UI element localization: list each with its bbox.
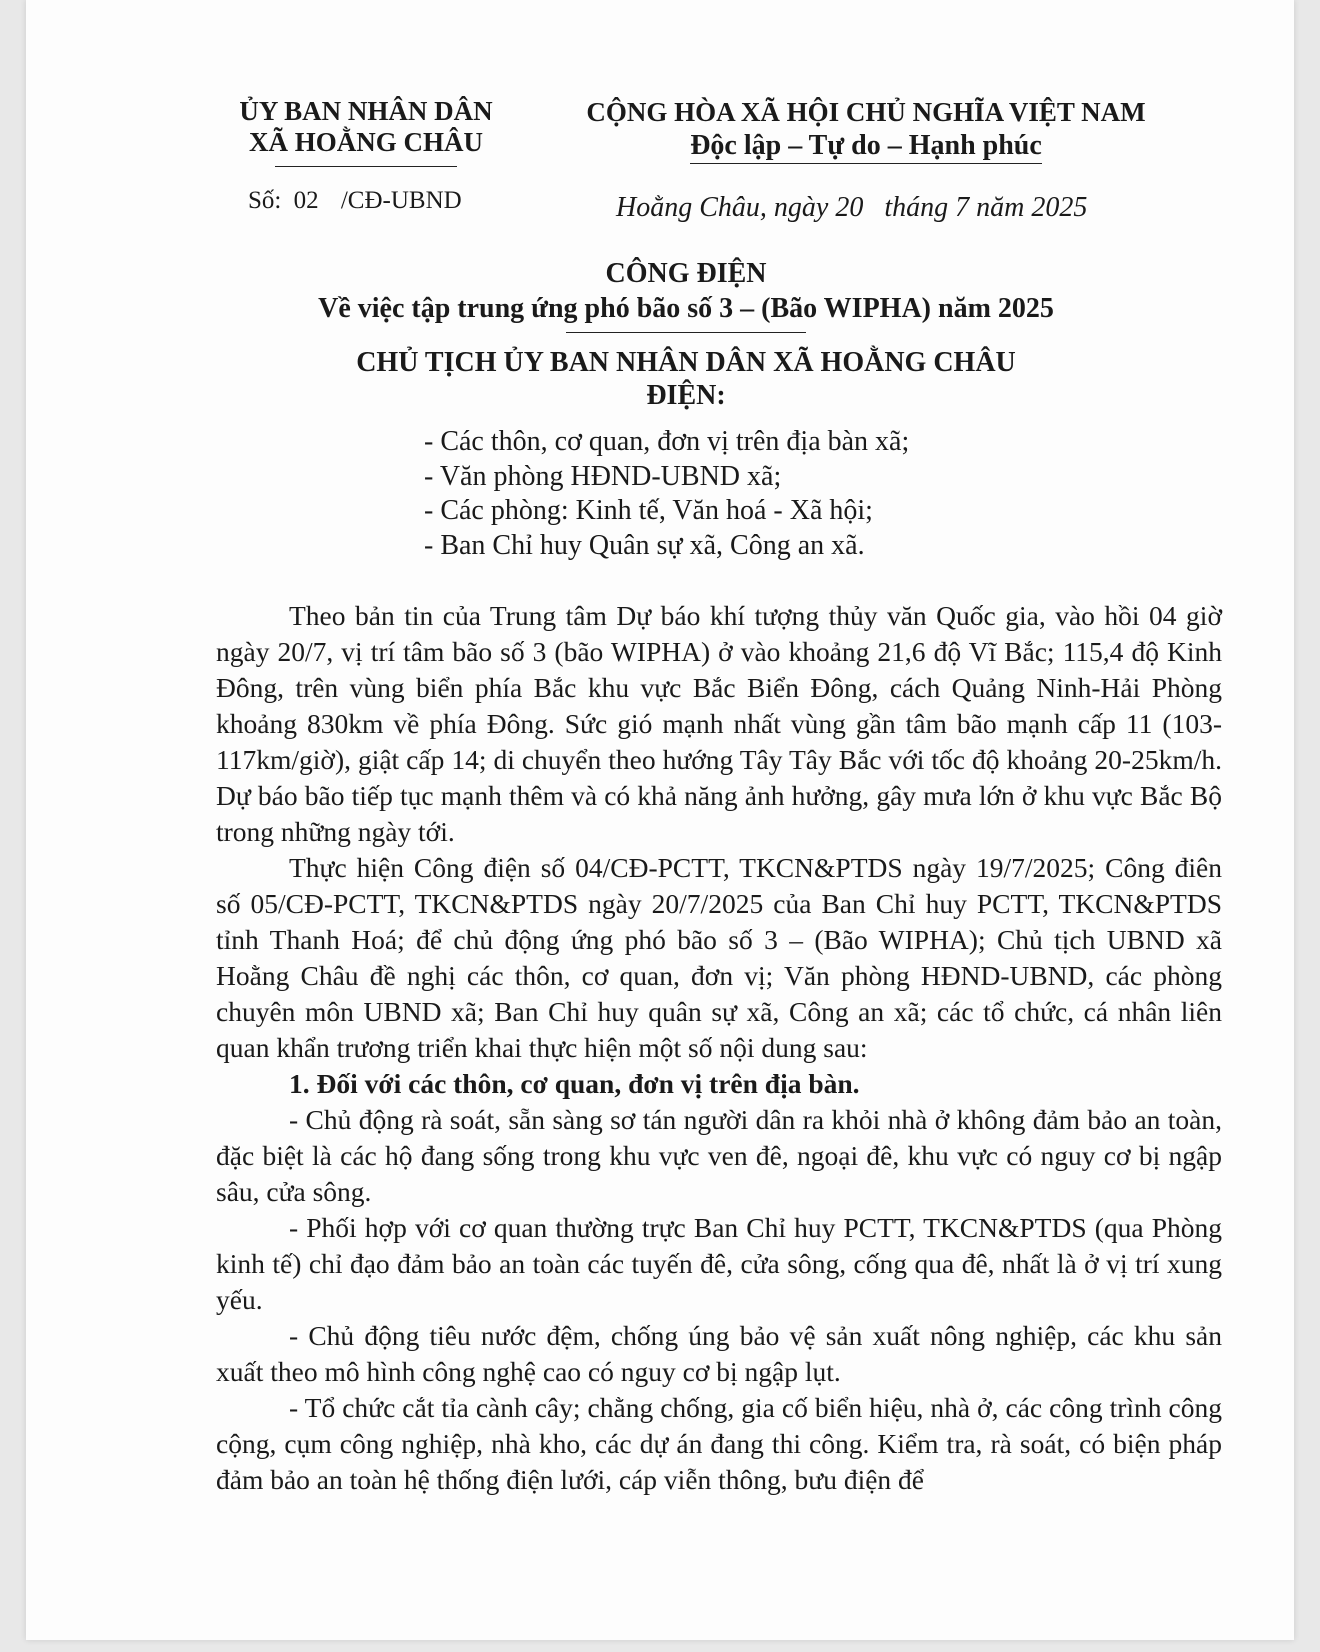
section-1-heading: 1. Đối với các thôn, cơ quan, đơn vị trên địa bàn. [289,1068,860,1099]
section-1-item: - Phối hợp với cơ quan thường trực Ban Chỉ huy PCTT, TKCN&PTDS (qua Phòng kinh tế) chỉ đạo đảm bảo an toàn các tuyến đê, cửa sông, cống qua đê, nhất là ở vị trí xung yếu. [216,1212,1222,1315]
document-type: CÔNG ĐIỆN [605,258,767,289]
document-date: Hoằng Châu, ngày 20 tháng 7 năm 2025 [616,192,1088,223]
sender-line-2: ĐIỆN: [646,380,726,411]
document-page [26,0,1294,1640]
section-1-item: - Chủ động tiêu nước đệm, chống úng bảo vệ sản xuất nông nghiệp, các khu sản xuất theo mô hình công nghệ cao có nguy cơ bị ngập lụt. [216,1320,1222,1387]
document-title [186,256,1186,333]
section-1-item: - Tổ chức cắt tỉa cành cây; chằng chống, gia cố biển hiệu, nhà ở, các công trình công cộng, cụm công nghiệp, nhà kho, các dự án đang thi công. Kiểm tra, rà soát, có biện pháp đảm bảo an toàn hệ thống điện lưới, cáp viễn thông, bưu điện để [216,1392,1222,1495]
recipient-list [424,425,1124,563]
issuing-agency [216,96,516,167]
recipient-item: - Các thôn, cơ quan, đơn vị trên địa bàn xã; [424,426,910,457]
agency-underline [275,166,457,167]
document-body [216,598,1222,1498]
section-1-item: - Chủ động rà soát, sẵn sàng sơ tán người dân ra khỏi nhà ở không đảm bảo an toàn, đặc biệt là các hộ đang sống trong khu vực ven đê, ngoại đê, khu vực có nguy cơ bị ngập sâu, cửa sông. [216,1104,1222,1207]
sender [186,346,1186,412]
document-number [248,187,462,215]
recipient-item: - Các phòng: Kinh tế, Văn hoá - Xã hội; [424,495,873,526]
body-paragraph-forecast: Theo bản tin của Trung tâm Dự báo khí tượng thủy văn Quốc gia, vào hồi 04 giờ ngày 20/7, vị trí tâm bão số 3 (bão WIPHA) ở vào khoảng 21,6 độ Vĩ Bắc; 115,4 độ Kinh Đông, trên vùng biển phía Bắc khu vực Bắc Biển Đông, cách Quảng Ninh-Hải Phòng khoảng 830km về phía Đông. Sức gió mạnh nhất vùng gần tâm bão mạnh cấp 11 (103-117km/giờ), giật cấp 14; di chuyển theo hướng Tây Tây Bắc với tốc độ khoảng 20-25km/h. Dự báo bão tiếp tục mạnh thêm và có khả năng ảnh hưởng, gây mưa lớn ở khu vực Bắc Bộ trong những ngày tới. [216,600,1222,847]
agency-line-2: XÃ HOẰNG CHÂU [249,127,483,157]
national-motto: Độc lập – Tự do – Hạnh phúc [690,129,1042,164]
doc-number-prefix: Số: [248,187,282,214]
document-subject: Về việc tập trung ứng phó bão số 3 – (Bão WIPHA) năm 2025 [318,293,1054,324]
agency-line-1: ỦY BAN NHÂN DÂN [239,96,493,126]
body-paragraph-directive: Thực hiện Công điện số 04/CĐ-PCTT, TKCN&PTDS ngày 19/7/2025; Công điên số 05/CĐ-PCTT, TKCN&PTDS ngày 20/7/2025 của Ban Chỉ huy PCTT, TKCN&PTDS tỉnh Thanh Hoá; để chủ động ứng phó bão số 3 – (Bão WIPHA); Chủ tịch UBND xã Hoằng Châu đề nghị các thôn, cơ quan, đơn vị; Văn phòng HĐND-UBND, các phòng chuyên môn UBND xã; Ban Chỉ huy quân sự xã, Công an xã; các tổ chức, cá nhân liên quan khẩn trương triển khai thực hiện một số nội dung sau: [216,852,1222,1063]
title-underline [566,332,806,333]
doc-number-value: 02 [293,187,319,214]
doc-number-suffix: /CĐ-UBND [340,187,462,214]
nation-name: CỘNG HÒA XÃ HỘI CHỦ NGHĨA VIỆT NAM [586,97,1146,127]
recipient-item: - Ban Chỉ huy Quân sự xã, Công an xã. [424,529,865,561]
sender-line-1: CHỦ TỊCH ỦY BAN NHÂN DÂN XÃ HOẰNG CHÂU [356,347,1016,378]
national-header [566,96,1166,164]
recipient-item: - Văn phòng HĐND-UBND xã; [424,460,782,492]
